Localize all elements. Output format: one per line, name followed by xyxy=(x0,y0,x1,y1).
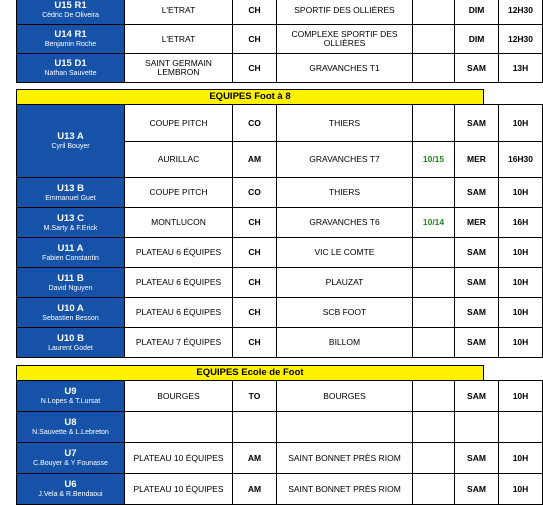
day-cell: SAM xyxy=(455,381,499,412)
table-row xyxy=(17,105,543,142)
venue-cell: SAINT BONNET PRÈS RIOM xyxy=(277,443,413,474)
team-name: U14 R1 xyxy=(54,29,87,40)
venue-cell: THIERS xyxy=(277,105,413,142)
venue-cell: SCB FOOT xyxy=(277,298,413,328)
score-cell xyxy=(413,381,455,412)
day-cell: MER xyxy=(455,208,499,238)
venue-cell: BOURGES xyxy=(277,381,413,412)
coach-name: Benjamin Roche xyxy=(44,41,97,48)
match-type-cell: CH xyxy=(233,298,277,328)
team-cell xyxy=(17,54,125,83)
team-cell xyxy=(17,474,125,505)
table-row xyxy=(17,178,543,208)
schedule-table-top xyxy=(16,0,543,83)
team-cell xyxy=(17,178,125,208)
competition-cell: AURILLAC xyxy=(125,142,233,178)
score-cell xyxy=(413,105,455,142)
match-type-cell: CH xyxy=(233,268,277,298)
competition-cell: PLATEAU 10 ÉQUIPES xyxy=(125,474,233,505)
match-type-cell: CH xyxy=(233,208,277,238)
team-name: U15 D1 xyxy=(54,58,87,69)
coach-name: N.Lopes & T.Lursat xyxy=(40,398,101,405)
time-cell: 10H xyxy=(499,105,543,142)
team-name: U15 R1 xyxy=(54,0,87,11)
score-cell xyxy=(413,474,455,505)
table-row xyxy=(17,443,543,474)
competition-cell: BOURGES xyxy=(125,381,233,412)
match-type-cell: AM xyxy=(233,142,277,178)
schedule-table-ecole-de-foot xyxy=(16,380,543,505)
coach-name: J.Vela & R.Bendaoui xyxy=(38,491,103,498)
time-cell: 10H xyxy=(499,474,543,505)
coach-name: Cyril Bouyer xyxy=(51,143,90,150)
venue-cell xyxy=(277,412,413,443)
venue-cell: GRAVANCHES T7 xyxy=(277,142,413,178)
team-cell xyxy=(17,298,125,328)
coach-name: M.Sarty & F.Erick xyxy=(43,224,98,232)
venue-cell: SPORTIF DES OLLIÈRES xyxy=(277,0,413,25)
venue-cell: BILLOM xyxy=(277,328,413,358)
team-cell xyxy=(17,208,125,238)
team-cell xyxy=(17,381,125,412)
coach-name: C.Bouyer & Y Founasse xyxy=(33,460,108,467)
table-row xyxy=(17,412,543,443)
competition-cell: L'ETRAT xyxy=(125,0,233,25)
time-cell: 16H30 xyxy=(499,142,543,178)
day-cell: SAM xyxy=(455,298,499,328)
competition-cell: COUPE PITCH xyxy=(125,105,233,142)
table-row xyxy=(17,238,543,268)
competition-cell: PLATEAU 6 ÉQUIPES xyxy=(125,298,233,328)
table-row xyxy=(17,25,543,54)
team-cell xyxy=(17,0,125,25)
match-type-cell: TO xyxy=(233,381,277,412)
team-name: U13 C xyxy=(57,212,84,224)
day-cell: SAM xyxy=(455,328,499,358)
score-cell xyxy=(413,54,455,83)
score-cell xyxy=(413,268,455,298)
team-name: U11 A xyxy=(57,242,84,254)
competition-cell: PLATEAU 7 ÉQUIPES xyxy=(125,328,233,358)
venue-cell: VIC LE COMTE xyxy=(277,238,413,268)
score-cell xyxy=(413,238,455,268)
time-cell: 10H xyxy=(499,298,543,328)
competition-cell: L'ETRAT xyxy=(125,25,233,54)
coach-name: Nathan Sauvette xyxy=(44,70,97,77)
venue-cell: GRAVANCHES T1 xyxy=(277,54,413,83)
match-type-cell: CH xyxy=(233,25,277,54)
day-cell: SAM xyxy=(455,474,499,505)
score-cell: 10/14 xyxy=(413,208,455,238)
time-cell: 10H xyxy=(499,238,543,268)
competition-cell: SAINT GERMAIN LEMBRON xyxy=(125,54,233,83)
match-type-cell xyxy=(233,412,277,443)
day-cell: SAM xyxy=(455,268,499,298)
team-cell xyxy=(17,443,125,474)
day-cell: MER xyxy=(455,142,499,178)
time-cell: 12H30 xyxy=(499,0,543,25)
coach-name: David Nguyen xyxy=(48,284,93,292)
day-cell: SAM xyxy=(455,178,499,208)
time-cell: 10H xyxy=(499,443,543,474)
match-type-cell: CH xyxy=(233,238,277,268)
score-cell xyxy=(413,178,455,208)
match-type-cell: CH xyxy=(233,0,277,25)
team-name: U7 xyxy=(64,448,77,459)
team-cell xyxy=(17,268,125,298)
coach-name: Sebastien Besson xyxy=(42,314,99,322)
table-row xyxy=(17,381,543,412)
match-type-cell: CH xyxy=(233,54,277,83)
team-name: U10 A xyxy=(57,302,84,314)
day-cell: DIM xyxy=(455,0,499,25)
day-cell: SAM xyxy=(455,105,499,142)
competition-cell: MONTLUCON xyxy=(125,208,233,238)
table-row xyxy=(17,0,543,25)
coach-name: N.Sauvette & L.Lebreton xyxy=(32,429,109,436)
score-cell xyxy=(413,443,455,474)
team-cell xyxy=(17,412,125,443)
score-cell xyxy=(413,412,455,443)
table-row xyxy=(17,208,543,238)
day-cell xyxy=(455,412,499,443)
competition-cell: COUPE PITCH xyxy=(125,178,233,208)
venue-cell: PLAUZAT xyxy=(277,268,413,298)
venue-cell: SAINT BONNET PRÈS RIOM xyxy=(277,474,413,505)
table-row xyxy=(17,474,543,505)
table-row xyxy=(17,298,543,328)
time-cell: 10H xyxy=(499,268,543,298)
coach-name: Emmanuel Guet xyxy=(45,194,96,202)
score-cell xyxy=(413,328,455,358)
table-row xyxy=(17,268,543,298)
team-cell xyxy=(17,238,125,268)
score-cell xyxy=(413,25,455,54)
time-cell: 10H xyxy=(499,178,543,208)
score-cell: 10/15 xyxy=(413,142,455,178)
team-name: U10 B xyxy=(57,332,84,344)
match-type-cell: CH xyxy=(233,328,277,358)
time-cell: 10H xyxy=(499,328,543,358)
team-name: U13 A xyxy=(57,131,84,142)
match-type-cell: CO xyxy=(233,178,277,208)
time-cell: 16H xyxy=(499,208,543,238)
match-type-cell: AM xyxy=(233,474,277,505)
team-name: U11 B xyxy=(57,272,84,284)
match-type-cell: AM xyxy=(233,443,277,474)
match-type-cell: CO xyxy=(233,105,277,142)
score-cell xyxy=(413,0,455,25)
competition-cell: PLATEAU 10 ÉQUIPES xyxy=(125,443,233,474)
time-cell: 12H30 xyxy=(499,25,543,54)
time-cell xyxy=(499,412,543,443)
venue-cell: COMPLEXE SPORTIF DES OLLIÈRES xyxy=(277,25,413,54)
time-cell: 10H xyxy=(499,381,543,412)
day-cell: DIM xyxy=(455,25,499,54)
competition-cell: PLATEAU 6 ÉQUIPES xyxy=(125,268,233,298)
team-cell xyxy=(17,105,125,178)
table-row xyxy=(17,328,543,358)
team-name: U6 xyxy=(64,479,77,490)
banner-ecole-de-foot: EQUIPES Ecole de Foot xyxy=(16,365,484,381)
team-cell xyxy=(17,328,125,358)
day-cell: SAM xyxy=(455,54,499,83)
venue-cell: THIERS xyxy=(277,178,413,208)
table-row xyxy=(17,54,543,83)
coach-name: Fabien Constantin xyxy=(42,254,99,262)
coach-name: Laurent Godet xyxy=(48,344,93,352)
competition-cell: PLATEAU 6 ÉQUIPES xyxy=(125,238,233,268)
venue-cell: GRAVANCHES T6 xyxy=(277,208,413,238)
banner-foot-a-8: EQUIPES Foot à 8 xyxy=(16,89,484,105)
coach-name: Cédric De Oliveira xyxy=(42,12,99,19)
competition-cell xyxy=(125,412,233,443)
team-name: U13 B xyxy=(57,182,84,194)
team-name: U9 xyxy=(64,386,77,397)
day-cell: SAM xyxy=(455,238,499,268)
time-cell: 13H xyxy=(499,54,543,83)
team-name: U8 xyxy=(64,417,77,428)
schedule-table-foot-a-8 xyxy=(16,104,543,358)
score-cell xyxy=(413,298,455,328)
team-cell xyxy=(17,25,125,54)
day-cell: SAM xyxy=(455,443,499,474)
